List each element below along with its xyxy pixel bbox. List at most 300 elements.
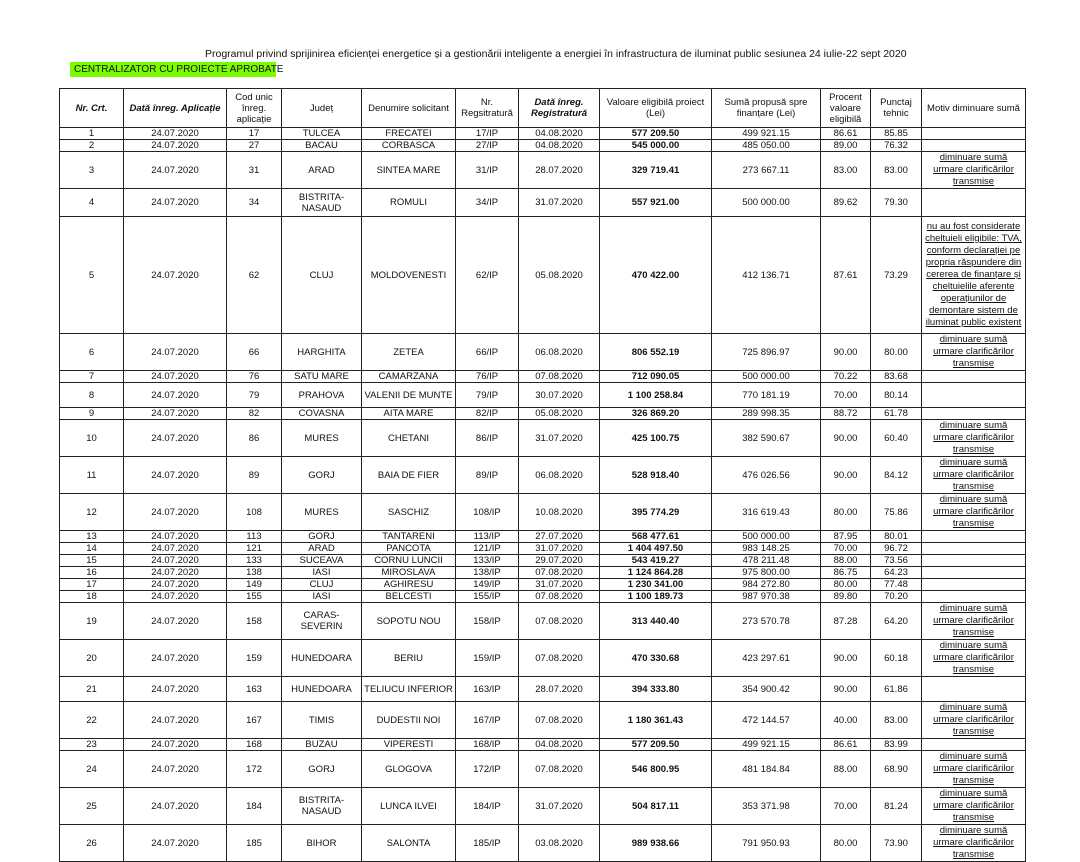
cell-nr-reg: 76/IP	[456, 371, 519, 383]
cell-solicitant: SINTEA MARE	[362, 152, 456, 189]
cell-motiv	[922, 371, 1026, 383]
cell-solicitant: AGHIRESU	[362, 579, 456, 591]
cell-nr: 15	[60, 555, 124, 567]
cell-punctaj: 64.20	[871, 603, 922, 640]
motiv-text: diminuare sumă urmare clarificărilor transmise	[933, 825, 1014, 860]
cell-motiv	[922, 189, 1026, 217]
col-header-data-aplicatie: Dată înreg. Aplicație	[124, 89, 227, 128]
cell-punctaj: 60.40	[871, 420, 922, 457]
cell-punctaj: 83.68	[871, 371, 922, 383]
table-row	[60, 217, 1026, 334]
table-row	[60, 371, 1026, 383]
table-row	[60, 408, 1026, 420]
cell-nr-reg: 163/IP	[456, 677, 519, 702]
cell-punctaj: 64.23	[871, 567, 922, 579]
cell-cod: 66	[227, 334, 282, 371]
cell-data-reg: 04.08.2020	[519, 739, 600, 751]
cell-motiv	[922, 140, 1026, 152]
cell-valoare: 470 330.68	[600, 640, 712, 677]
cell-data: 24.07.2020	[124, 531, 227, 543]
cell-data-reg: 03.08.2020	[519, 825, 600, 862]
cell-motiv	[922, 531, 1026, 543]
cell-cod: 108	[227, 494, 282, 531]
cell-nr-reg: 62/IP	[456, 217, 519, 334]
cell-procent: 89.80	[821, 591, 871, 603]
cell-motiv	[922, 217, 1026, 334]
cell-data-reg: 07.08.2020	[519, 640, 600, 677]
cell-judet: PRAHOVA	[282, 383, 362, 408]
cell-judet: SATU MARE	[282, 371, 362, 383]
table-row	[60, 494, 1026, 531]
table-row	[60, 825, 1026, 862]
cell-punctaj: 83.00	[871, 702, 922, 739]
cell-motiv	[922, 739, 1026, 751]
cell-data: 24.07.2020	[124, 579, 227, 591]
cell-data-reg: 05.08.2020	[519, 408, 600, 420]
cell-data: 24.07.2020	[124, 591, 227, 603]
cell-nr: 21	[60, 677, 124, 702]
cell-procent: 80.00	[821, 579, 871, 591]
cell-judet: HUNEDOARA	[282, 640, 362, 677]
cell-nr: 24	[60, 751, 124, 788]
cell-procent: 90.00	[821, 457, 871, 494]
cell-procent: 83.00	[821, 152, 871, 189]
cell-solicitant: BAIA DE FIER	[362, 457, 456, 494]
cell-procent: 89.62	[821, 189, 871, 217]
cell-suma: 412 136.71	[712, 217, 821, 334]
cell-solicitant: DUDESTII NOI	[362, 702, 456, 739]
cell-punctaj: 84.12	[871, 457, 922, 494]
cell-data-reg: 30.07.2020	[519, 383, 600, 408]
cell-solicitant: AITA MARE	[362, 408, 456, 420]
cell-data-reg: 07.08.2020	[519, 702, 600, 739]
cell-solicitant: ROMULI	[362, 189, 456, 217]
cell-data: 24.07.2020	[124, 420, 227, 457]
cell-judet: IASI	[282, 567, 362, 579]
cell-data: 24.07.2020	[124, 494, 227, 531]
cell-data: 24.07.2020	[124, 152, 227, 189]
cell-motiv	[922, 825, 1026, 862]
cell-valoare: 546 800.95	[600, 751, 712, 788]
cell-data-reg: 27.07.2020	[519, 531, 600, 543]
cell-cod: 149	[227, 579, 282, 591]
cell-suma: 485 050.00	[712, 140, 821, 152]
cell-valoare: 568 477.61	[600, 531, 712, 543]
cell-nr-reg: 167/IP	[456, 702, 519, 739]
cell-motiv	[922, 383, 1026, 408]
cell-punctaj: 85.85	[871, 128, 922, 140]
table-row	[60, 591, 1026, 603]
motiv-text: diminuare sumă urmare clarificărilor transmise	[933, 788, 1014, 823]
cell-suma: 382 590.67	[712, 420, 821, 457]
cell-judet: GORJ	[282, 457, 362, 494]
cell-cod: 31	[227, 152, 282, 189]
col-header-procent: Procent valoare eligibilă	[821, 89, 871, 128]
cell-procent: 86.61	[821, 739, 871, 751]
cell-suma: 354 900.42	[712, 677, 821, 702]
table-row	[60, 334, 1026, 371]
cell-nr-reg: 66/IP	[456, 334, 519, 371]
cell-procent: 87.95	[821, 531, 871, 543]
cell-nr: 12	[60, 494, 124, 531]
cell-suma: 481 184.84	[712, 751, 821, 788]
projects-table	[59, 88, 1026, 862]
cell-judet: BACAU	[282, 140, 362, 152]
table-row	[60, 677, 1026, 702]
cell-data: 24.07.2020	[124, 334, 227, 371]
cell-valoare: 543 419.27	[600, 555, 712, 567]
cell-valoare: 545 000.00	[600, 140, 712, 152]
cell-solicitant: PANCOTA	[362, 543, 456, 555]
cell-judet: BISTRITA-NASAUD	[282, 788, 362, 825]
cell-judet: MURES	[282, 420, 362, 457]
table-row	[60, 128, 1026, 140]
cell-motiv	[922, 640, 1026, 677]
cell-valoare: 504 817.11	[600, 788, 712, 825]
cell-solicitant: CHETANI	[362, 420, 456, 457]
cell-procent: 70.00	[821, 543, 871, 555]
table-row	[60, 567, 1026, 579]
cell-cod: 82	[227, 408, 282, 420]
cell-suma: 499 921.15	[712, 739, 821, 751]
cell-motiv	[922, 420, 1026, 457]
cell-data-reg: 07.08.2020	[519, 751, 600, 788]
cell-judet: BUZAU	[282, 739, 362, 751]
cell-nr: 5	[60, 217, 124, 334]
cell-valoare: 425 100.75	[600, 420, 712, 457]
cell-data-reg: 07.08.2020	[519, 603, 600, 640]
cell-data: 24.07.2020	[124, 677, 227, 702]
cell-procent: 70.00	[821, 383, 871, 408]
cell-procent: 86.61	[821, 128, 871, 140]
cell-motiv	[922, 555, 1026, 567]
cell-data: 24.07.2020	[124, 567, 227, 579]
cell-solicitant: VALENII DE MUNTE	[362, 383, 456, 408]
cell-judet: CARAS-SEVERIN	[282, 603, 362, 640]
cell-solicitant: LUNCA ILVEI	[362, 788, 456, 825]
cell-valoare: 1 124 864.28	[600, 567, 712, 579]
cell-motiv	[922, 457, 1026, 494]
table-row	[60, 531, 1026, 543]
cell-valoare: 577 209.50	[600, 739, 712, 751]
cell-valoare: 1 404 497.50	[600, 543, 712, 555]
motiv-text: diminuare sumă urmare clarificărilor transmise	[933, 702, 1014, 737]
cell-punctaj: 61.86	[871, 677, 922, 702]
cell-nr: 1	[60, 128, 124, 140]
cell-nr: 19	[60, 603, 124, 640]
cell-judet: COVASNA	[282, 408, 362, 420]
col-header-judet: Județ	[282, 89, 362, 128]
cell-punctaj: 68.90	[871, 751, 922, 788]
cell-solicitant: BELCESTI	[362, 591, 456, 603]
cell-cod: 172	[227, 751, 282, 788]
cell-judet: TIMIS	[282, 702, 362, 739]
cell-cod: 163	[227, 677, 282, 702]
cell-cod: 79	[227, 383, 282, 408]
col-header-suma: Sumă propusă spre finanțare (Lei)	[712, 89, 821, 128]
cell-valoare: 577 209.50	[600, 128, 712, 140]
cell-nr-reg: 138/IP	[456, 567, 519, 579]
cell-valoare: 395 774.29	[600, 494, 712, 531]
cell-nr: 22	[60, 702, 124, 739]
cell-data-reg: 31.07.2020	[519, 579, 600, 591]
cell-procent: 87.28	[821, 603, 871, 640]
cell-suma: 975 800.00	[712, 567, 821, 579]
cell-punctaj: 70.20	[871, 591, 922, 603]
cell-solicitant: VIPERESTI	[362, 739, 456, 751]
cell-solicitant: TANTARENI	[362, 531, 456, 543]
cell-data: 24.07.2020	[124, 739, 227, 751]
table-row	[60, 702, 1026, 739]
motiv-text: diminuare sumă urmare clarificărilor transmise	[933, 494, 1014, 529]
cell-valoare: 712 090.05	[600, 371, 712, 383]
table-header-row	[60, 89, 1026, 128]
cell-punctaj: 80.00	[871, 334, 922, 371]
cell-nr-reg: 34/IP	[456, 189, 519, 217]
cell-procent: 70.00	[821, 788, 871, 825]
cell-cod: 155	[227, 591, 282, 603]
cell-data: 24.07.2020	[124, 371, 227, 383]
table-row	[60, 152, 1026, 189]
cell-solicitant: TELIUCU INFERIOR	[362, 677, 456, 702]
cell-punctaj: 76.32	[871, 140, 922, 152]
cell-suma: 770 181.19	[712, 383, 821, 408]
cell-nr: 11	[60, 457, 124, 494]
cell-data: 24.07.2020	[124, 543, 227, 555]
cell-nr: 17	[60, 579, 124, 591]
cell-procent: 90.00	[821, 677, 871, 702]
motiv-text: diminuare sumă urmare clarificărilor transmise	[933, 457, 1014, 492]
cell-nr-reg: 168/IP	[456, 739, 519, 751]
cell-nr: 7	[60, 371, 124, 383]
cell-nr-reg: 89/IP	[456, 457, 519, 494]
cell-data-reg: 10.08.2020	[519, 494, 600, 531]
cell-procent: 87.61	[821, 217, 871, 334]
cell-data-reg: 31.07.2020	[519, 189, 600, 217]
cell-nr: 8	[60, 383, 124, 408]
cell-nr: 23	[60, 739, 124, 751]
cell-suma: 472 144.57	[712, 702, 821, 739]
cell-judet: MURES	[282, 494, 362, 531]
cell-valoare: 528 918.40	[600, 457, 712, 494]
motiv-text: diminuare sumă urmare clarificărilor transmise	[933, 603, 1014, 638]
cell-nr: 26	[60, 825, 124, 862]
cell-procent: 88.72	[821, 408, 871, 420]
cell-procent: 90.00	[821, 334, 871, 371]
cell-punctaj: 80.01	[871, 531, 922, 543]
cell-nr-reg: 31/IP	[456, 152, 519, 189]
cell-suma: 500 000.00	[712, 189, 821, 217]
cell-suma: 273 667.11	[712, 152, 821, 189]
cell-judet: CLUJ	[282, 579, 362, 591]
table-row	[60, 420, 1026, 457]
cell-procent: 80.00	[821, 494, 871, 531]
cell-punctaj: 81.24	[871, 788, 922, 825]
cell-punctaj: 60.18	[871, 640, 922, 677]
motiv-text: diminuare sumă urmare clarificărilor transmise	[933, 751, 1014, 786]
cell-nr-reg: 79/IP	[456, 383, 519, 408]
cell-judet: HARGHITA	[282, 334, 362, 371]
cell-punctaj: 83.00	[871, 152, 922, 189]
cell-suma: 289 998.35	[712, 408, 821, 420]
cell-nr-reg: 172/IP	[456, 751, 519, 788]
cell-nr-reg: 149/IP	[456, 579, 519, 591]
cell-judet: BIHOR	[282, 825, 362, 862]
cell-data-reg: 31.07.2020	[519, 420, 600, 457]
cell-data: 24.07.2020	[124, 555, 227, 567]
cell-solicitant: BERIU	[362, 640, 456, 677]
cell-solicitant: CORBASCA	[362, 140, 456, 152]
cell-solicitant: SOPOTU NOU	[362, 603, 456, 640]
cell-data-reg: 28.07.2020	[519, 152, 600, 189]
cell-valoare: 326 869.20	[600, 408, 712, 420]
cell-valoare: 989 938.66	[600, 825, 712, 862]
cell-nr-reg: 158/IP	[456, 603, 519, 640]
cell-nr-reg: 86/IP	[456, 420, 519, 457]
cell-cod: 184	[227, 788, 282, 825]
cell-procent: 70.22	[821, 371, 871, 383]
table-row	[60, 383, 1026, 408]
cell-judet: TULCEA	[282, 128, 362, 140]
cell-cod: 62	[227, 217, 282, 334]
cell-data-reg: 31.07.2020	[519, 543, 600, 555]
cell-procent: 88.00	[821, 751, 871, 788]
cell-valoare: 1 180 361.43	[600, 702, 712, 739]
cell-data: 24.07.2020	[124, 140, 227, 152]
cell-judet: ARAD	[282, 152, 362, 189]
cell-cod: 138	[227, 567, 282, 579]
cell-valoare: 394 333.80	[600, 677, 712, 702]
cell-motiv	[922, 591, 1026, 603]
highlighted-subtitle: CENTRALIZATOR CU PROIECTE APROBATE	[70, 62, 276, 77]
motiv-text: diminuare sumă urmare clarificărilor transmise	[933, 334, 1014, 369]
table-row	[60, 640, 1026, 677]
cell-punctaj: 80.14	[871, 383, 922, 408]
cell-nr: 14	[60, 543, 124, 555]
cell-motiv	[922, 543, 1026, 555]
cell-cod: 159	[227, 640, 282, 677]
cell-punctaj: 96.72	[871, 543, 922, 555]
cell-nr-reg: 155/IP	[456, 591, 519, 603]
cell-solicitant: MIROSLAVA	[362, 567, 456, 579]
cell-judet: GORJ	[282, 531, 362, 543]
cell-data: 24.07.2020	[124, 383, 227, 408]
cell-data: 24.07.2020	[124, 751, 227, 788]
cell-data: 24.07.2020	[124, 189, 227, 217]
col-header-motiv: Motiv diminuare sumă	[922, 89, 1026, 128]
cell-cod: 86	[227, 420, 282, 457]
table-row	[60, 189, 1026, 217]
table-body	[60, 128, 1026, 862]
cell-suma: 983 148.25	[712, 543, 821, 555]
cell-nr-reg: 184/IP	[456, 788, 519, 825]
cell-solicitant: CORNU LUNCII	[362, 555, 456, 567]
cell-suma: 500 000.00	[712, 531, 821, 543]
cell-punctaj: 73.90	[871, 825, 922, 862]
cell-cod: 17	[227, 128, 282, 140]
cell-judet: SUCEAVA	[282, 555, 362, 567]
cell-valoare: 313 440.40	[600, 603, 712, 640]
cell-punctaj: 79.30	[871, 189, 922, 217]
cell-data-reg: 07.08.2020	[519, 591, 600, 603]
cell-data-reg: 06.08.2020	[519, 334, 600, 371]
cell-cod: 158	[227, 603, 282, 640]
col-header-nr: Nr. Crt.	[60, 89, 124, 128]
cell-motiv	[922, 494, 1026, 531]
cell-data-reg: 29.07.2020	[519, 555, 600, 567]
col-header-cod: Cod unic înreg. aplicație	[227, 89, 282, 128]
cell-nr-reg: 113/IP	[456, 531, 519, 543]
cell-judet: HUNEDOARA	[282, 677, 362, 702]
cell-data: 24.07.2020	[124, 825, 227, 862]
cell-motiv	[922, 788, 1026, 825]
cell-data-reg: 04.08.2020	[519, 128, 600, 140]
cell-valoare: 1 100 189.73	[600, 591, 712, 603]
cell-nr-reg: 82/IP	[456, 408, 519, 420]
cell-solicitant: SASCHIZ	[362, 494, 456, 531]
cell-motiv	[922, 567, 1026, 579]
cell-motiv	[922, 408, 1026, 420]
cell-judet: BISTRITA-NASAUD	[282, 189, 362, 217]
cell-nr-reg: 121/IP	[456, 543, 519, 555]
cell-punctaj: 75.86	[871, 494, 922, 531]
cell-judet: IASI	[282, 591, 362, 603]
table-row	[60, 140, 1026, 152]
cell-nr: 25	[60, 788, 124, 825]
cell-data-reg: 07.08.2020	[519, 567, 600, 579]
col-header-data-reg: Dată înreg. Registratură	[519, 89, 600, 128]
cell-punctaj: 61.78	[871, 408, 922, 420]
cell-punctaj: 77.48	[871, 579, 922, 591]
cell-solicitant: ZETEA	[362, 334, 456, 371]
cell-suma: 316 619.43	[712, 494, 821, 531]
cell-punctaj: 73.56	[871, 555, 922, 567]
cell-motiv	[922, 603, 1026, 640]
cell-suma: 423 297.61	[712, 640, 821, 677]
cell-procent: 80.00	[821, 825, 871, 862]
cell-suma: 987 970.38	[712, 591, 821, 603]
cell-punctaj: 83.99	[871, 739, 922, 751]
cell-nr: 13	[60, 531, 124, 543]
cell-valoare: 329 719.41	[600, 152, 712, 189]
cell-solicitant: GLOGOVA	[362, 751, 456, 788]
table-row	[60, 739, 1026, 751]
cell-judet: CLUJ	[282, 217, 362, 334]
cell-data: 24.07.2020	[124, 457, 227, 494]
motiv-text: diminuare sumă urmare clarificărilor transmise	[933, 640, 1014, 675]
motiv-text: nu au fost considerate cheltuieli eligibile: TVA, conform declarației pe propria răspundere din cererea de finanțare și cheltuielile aferente operațiunilor de demontare sistem de iluminat public existent	[925, 221, 1022, 328]
cell-nr: 20	[60, 640, 124, 677]
cell-motiv	[922, 152, 1026, 189]
cell-suma: 353 371.98	[712, 788, 821, 825]
cell-motiv	[922, 128, 1026, 140]
cell-nr-reg: 27/IP	[456, 140, 519, 152]
cell-data: 24.07.2020	[124, 217, 227, 334]
table-row	[60, 579, 1026, 591]
cell-cod: 27	[227, 140, 282, 152]
cell-data: 24.07.2020	[124, 408, 227, 420]
cell-cod: 76	[227, 371, 282, 383]
cell-suma: 499 921.15	[712, 128, 821, 140]
cell-cod: 113	[227, 531, 282, 543]
cell-procent: 89.00	[821, 140, 871, 152]
cell-motiv	[922, 751, 1026, 788]
cell-data-reg: 05.08.2020	[519, 217, 600, 334]
cell-data: 24.07.2020	[124, 702, 227, 739]
cell-solicitant: CAMARZANA	[362, 371, 456, 383]
cell-solicitant: FRECATEI	[362, 128, 456, 140]
cell-nr: 2	[60, 140, 124, 152]
